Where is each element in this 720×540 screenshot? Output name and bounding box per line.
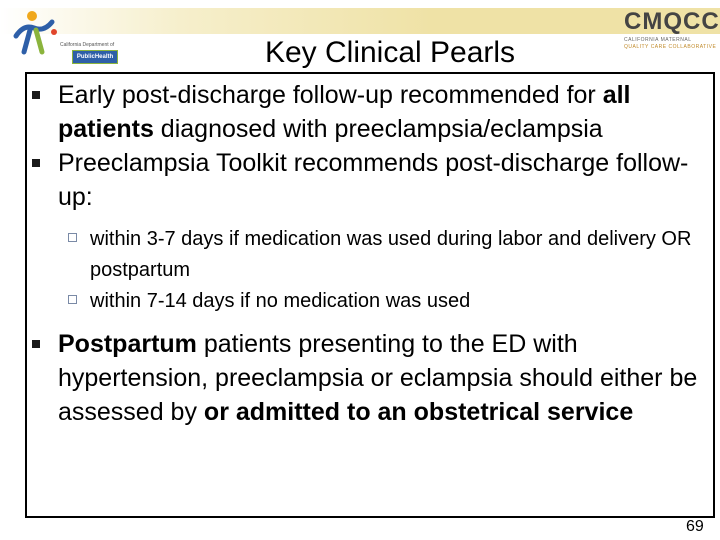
sub-bullet-item-2 — [28, 286, 708, 317]
bullet-item-3 — [28, 327, 708, 429]
cmqcc-wordmark: CMQCC — [624, 8, 720, 35]
sub-bullet-item-1 — [28, 224, 708, 286]
bullet-list — [28, 78, 708, 429]
bullet-3-text-b: patients presenting to the ED with hypertension, preeclampsia or eclampsia should either be assessed by — [58, 330, 698, 426]
square-bullet-icon — [32, 340, 40, 348]
cdph-logo — [10, 6, 115, 68]
sub-bullet-2-text: within 7-14 days if no medication was used — [90, 290, 471, 312]
bullet-2-text: Preeclampsia Toolkit recommends post-discharge follow-up: — [58, 149, 689, 211]
bullet-item-2 — [28, 146, 708, 214]
bullet-1-text-c: diagnosed with preeclampsia/eclampsia — [153, 115, 603, 143]
cmqcc-line1: CALIFORNIA MATERNAL — [624, 37, 692, 43]
bullet-1-text-b: all patients — [58, 81, 631, 143]
bullet-3-text-a: Postpartum — [58, 330, 197, 358]
public-health-figure-icon — [10, 6, 70, 56]
page-number: 69 — [686, 518, 704, 535]
bullet-item-1 — [28, 78, 708, 146]
square-bullet-icon — [32, 91, 40, 99]
hollow-square-bullet-icon — [68, 295, 77, 304]
square-bullet-icon — [32, 159, 40, 167]
hollow-square-bullet-icon — [68, 233, 77, 242]
sub-bullet-1-text: within 3-7 days if medication was used during labor and delivery OR postpartum — [90, 228, 692, 281]
cmqcc-line2: QUALITY CARE COLLABORATIVE — [624, 44, 717, 50]
cdph-subtext: California Department of — [60, 42, 115, 48]
cmqcc-logo — [620, 8, 720, 54]
bullet-3-text-c: or admitted to an obstetrical service — [203, 398, 634, 426]
slide-title: Key Clinical Pearls — [264, 36, 516, 69]
cdph-wordmark: PublicHealth — [72, 50, 118, 64]
bullet-1-text-a: Early post-discharge follow-up recommended for — [58, 81, 603, 109]
